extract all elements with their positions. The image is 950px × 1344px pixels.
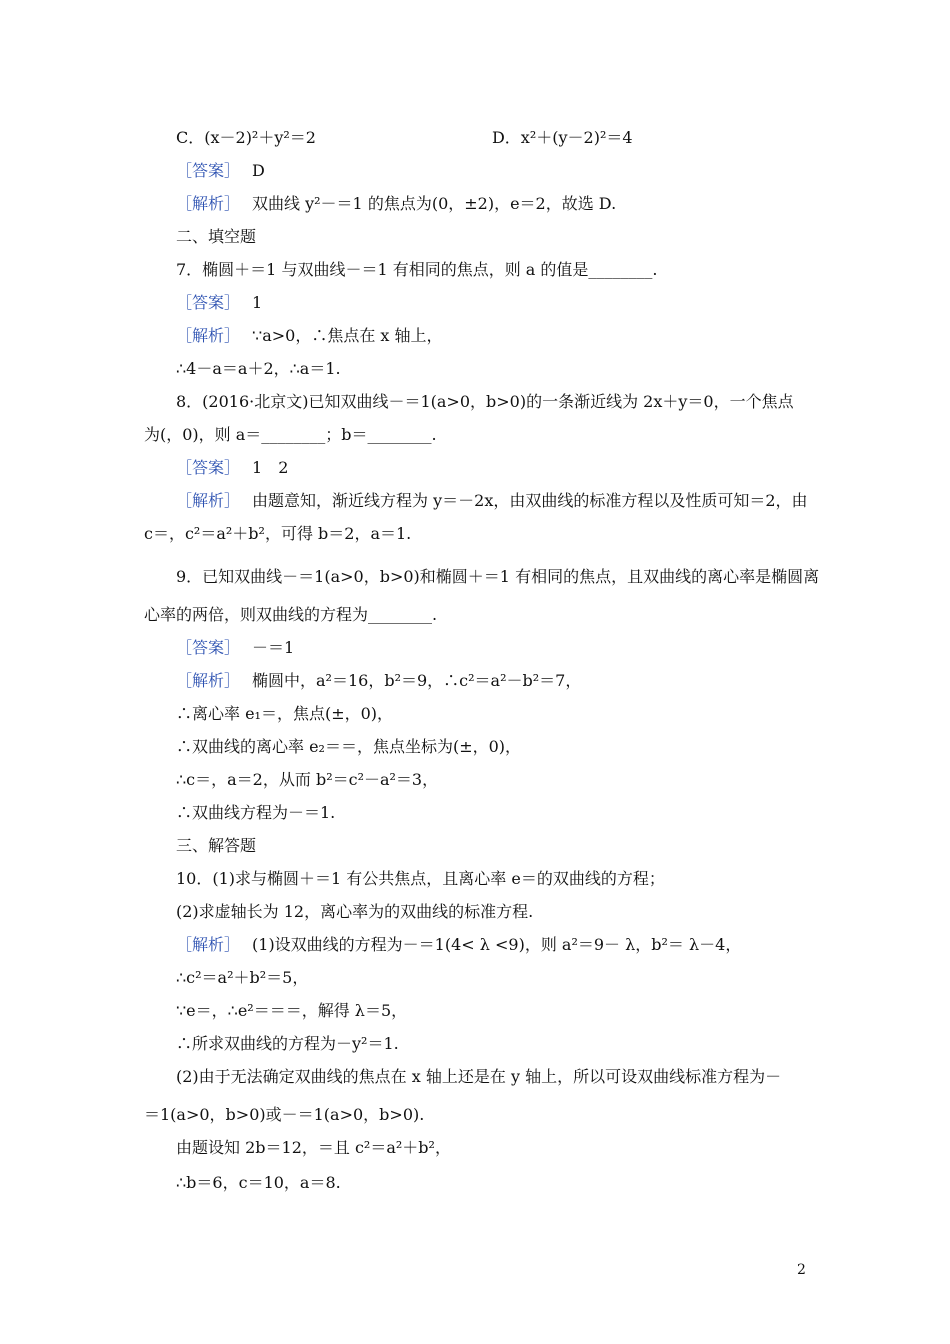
solution-line: 由题设知 2b＝12，＝且 c²＝a²＋b²， [176, 1138, 451, 1157]
question-8-cont: 为(，0)，则 a＝________；b＝________. [144, 425, 437, 444]
solution-line: ∵e＝，∴e²＝＝＝，解得 λ＝5， [176, 1001, 408, 1020]
analysis-tag: ［解析］ [176, 671, 241, 690]
analysis-line: ［解析］ 椭圆中，a²＝16，b²＝9，∴c²＝a²－b²＝7， [176, 671, 582, 690]
question-7: 7．椭圆＋＝1 与双曲线－＝1 有相同的焦点，则 a 的值是________. [176, 260, 658, 279]
analysis-line: ［解析］ (1)设双曲线的方程为－＝1(4< λ <9)，则 a²＝9－ λ，b²＝ λ－4， [176, 935, 742, 954]
solution-line: ∴双曲线方程为－＝1. [176, 803, 336, 822]
answer-line: ［答案］ 1 [176, 293, 263, 312]
answer-tag: ［答案］ [176, 638, 241, 657]
answer-tag: ［答案］ [176, 293, 241, 312]
question-9: 9．已知双曲线－＝1(a>0，b>0)和椭圆＋＝1 有相同的焦点，且双曲线的离心率是椭圆离 [176, 567, 820, 586]
question-8: 8．(2016·北京文)已知双曲线－＝1(a>0，b>0)的一条渐近线为 2x＋y＝0，一个焦点 [176, 392, 794, 411]
solution-line: c＝，c²＝a²＋b²，可得 b＝2，a＝1. [144, 524, 412, 543]
answer-line: ［答案］ D [176, 161, 265, 180]
solution-line: ∴c²＝a²＋b²＝5， [176, 968, 309, 987]
section-heading: 三、解答题 [176, 836, 257, 855]
answer-line: ［答案］ 1 2 [176, 458, 289, 477]
page-number: 2 [797, 1262, 806, 1278]
analysis-tag: ［解析］ [176, 491, 241, 510]
solution-line: ∴所求双曲线的方程为－y²＝1. [176, 1034, 399, 1053]
analysis-line: ［解析］ ∵a>0，∴焦点在 x 轴上， [176, 326, 443, 345]
question-10-2: (2)求虚轴长为 12，离心率为的双曲线的标准方程. [176, 902, 534, 921]
solution-line: (2)由于无法确定双曲线的焦点在 x 轴上还是在 y 轴上，所以可设双曲线标准方程为－ [176, 1067, 782, 1086]
solution-line: ∴c＝，a＝2，从而 b²＝c²－a²＝3， [176, 770, 439, 789]
solution-line: ∴b＝6，c＝10，a＝8. [176, 1173, 341, 1192]
section-heading: 二、填空题 [176, 227, 257, 246]
analysis-tag: ［解析］ [176, 194, 241, 213]
answer-tag: ［答案］ [176, 161, 241, 180]
analysis-tag: ［解析］ [176, 326, 241, 345]
solution-line: ∴离心率 e₁＝，焦点(±，0)， [176, 704, 394, 723]
solution-line: ∴双曲线的离心率 e₂＝＝，焦点坐标为(±，0)， [176, 737, 522, 756]
analysis-line: ［解析］ 双曲线 y²－＝1 的焦点为(0，±2)，e＝2，故选 D. [176, 194, 617, 213]
option-cd: C．(x－2)²＋y²＝2 D．x²＋(y－2)²＝4 [176, 128, 633, 147]
answer-tag: ［答案］ [176, 458, 241, 477]
solution-line: ∴4－a＝a＋2，∴a＝1. [176, 359, 341, 378]
solution-line: ＝1(a>0，b>0)或－＝1(a>0，b>0). [144, 1105, 425, 1124]
answer-line: ［答案］ －＝1 [176, 638, 295, 657]
question-9-cont: 心率的两倍，则双曲线的方程为________. [144, 605, 438, 624]
analysis-tag: ［解析］ [176, 935, 241, 954]
question-10-1: 10．(1)求与椭圆＋＝1 有公共焦点，且离心率 e＝的双曲线的方程； [176, 869, 665, 888]
analysis-line: ［解析］ 由题意知，渐近线方程为 y＝－2x，由双曲线的标准方程以及性质可知＝2，由 [176, 491, 808, 510]
